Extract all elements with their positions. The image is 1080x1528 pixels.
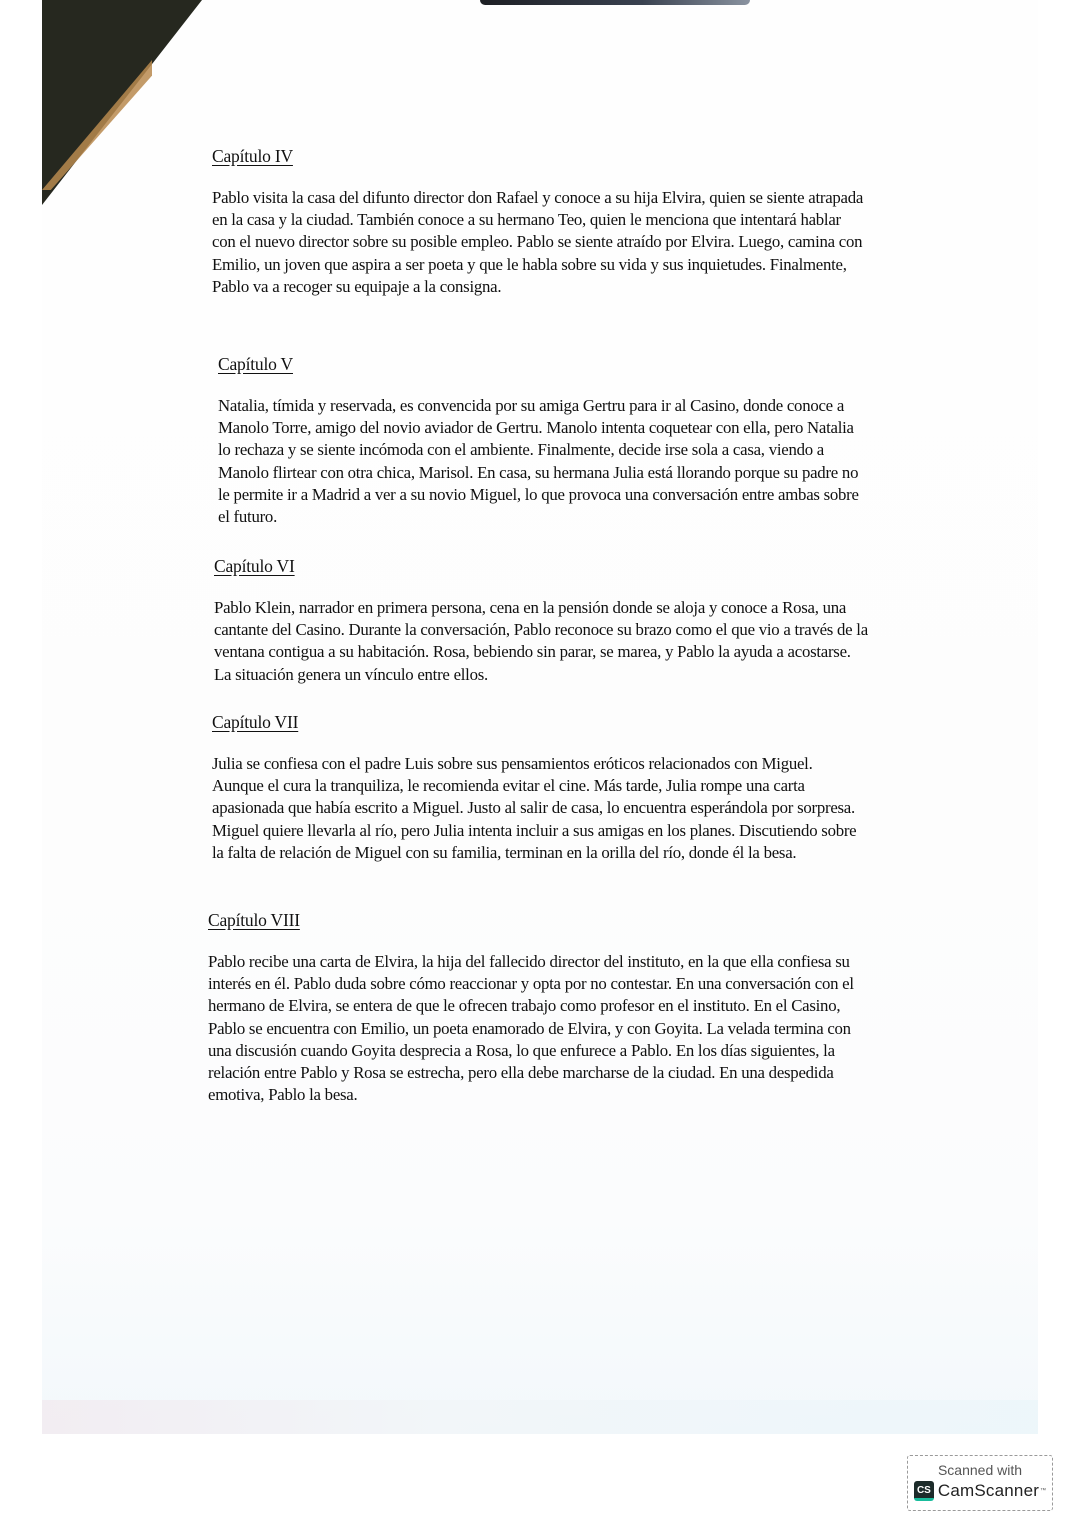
camscanner-logo-icon: CS bbox=[914, 1481, 934, 1501]
watermark-brand-row bbox=[908, 1481, 1052, 1501]
chapter-section-4 bbox=[212, 146, 867, 314]
chapter-section-6 bbox=[214, 556, 869, 702]
chapter-summary: Pablo recibe una carta de Elvira, la hija del fallecido director del instituto, en la que ella confiesa su interés en él. Pablo duda sobre cómo reaccionar y opta por no contestar. En una conversación con el hermano de Elvira, se entera de que le ofrecen trabajo como profesor en el instituto. En el Casino, Pablo se encuentra con Emilio, un poeta enamorado de Elvira, y con Goyita. La velada termina con una discusión cuando Goyita desprecia a Rosa, lo que enfurece a Pablo. En los días siguientes, la relación entre Pablo y Rosa se estrecha, pero ella debe marcharse de la ciudad. En una despedida emotiva, Pablo la besa. bbox=[208, 952, 854, 1105]
chapter-title: Capítulo V bbox=[218, 354, 293, 374]
chapter-title: Capítulo VII bbox=[212, 712, 299, 732]
chapter-title: Capítulo VIII bbox=[208, 910, 300, 930]
watermark-caption: Scanned with bbox=[937, 1462, 1023, 1478]
trademark-symbol: ™ bbox=[1040, 1488, 1047, 1494]
chapter-title: Capítulo VI bbox=[214, 556, 295, 576]
chapter-section-7 bbox=[212, 712, 867, 880]
chapter-section-8 bbox=[208, 910, 878, 1122]
chapter-summary: Julia se confiesa con el padre Luis sobre sus pensamientos eróticos relacionados con Miguel. Aunque el cura la tranquiliza, le recomienda evitar el cine. Más tarde, Julia rompe una carta apasionada que había escrito a Miguel. Justo al salir de casa, lo encuentra esperándola por sorpresa. Miguel quiere llevarla al río, pero Julia intenta incluir a sus amigas en los planes. Discutiendo sobre la falta de relación de Miguel con su familia, terminan en la orilla del río, donde él la besa. bbox=[212, 754, 857, 862]
chapter-summary: Pablo visita la casa del difunto director don Rafael y conoce a su hija Elvira, quien se siente atrapada en la casa y la ciudad. También conoce a su hermano Teo, quien le menciona que intentará hablar con el nuevo director sobre su posible empleo. Pablo se siente atraído por Elvira. Luego, camina con Emilio, un joven que aspira a ser poeta y que le habla sobre su vida y sus inquietudes. Finalmente, Pablo va a recoger su equipaje a la consigna. bbox=[212, 188, 864, 296]
bottom-edge-bleed bbox=[42, 1400, 1038, 1434]
watermark-brand-name: CamScanner bbox=[937, 1481, 1040, 1500]
chapter-title: Capítulo IV bbox=[212, 146, 293, 166]
chapter-section-5 bbox=[218, 354, 868, 544]
top-edge-shadow bbox=[480, 0, 750, 5]
camscanner-watermark bbox=[907, 1455, 1053, 1511]
chapter-summary: Pablo Klein, narrador en primera persona, cena en la pensión donde se aloja y conoce a Rosa, una cantante del Casino. Durante la conversación, Pablo reconoce su brazo como el que vio a través de la ventana contigua a su habitación. Rosa, bebiendo sin parar, se marea, y Pablo la ayuda a acostarse. La situación genera un vínculo entre ellos. bbox=[214, 598, 868, 684]
chapter-summary: Natalia, tímida y reservada, es convencida por su amiga Gertru para ir al Casino, donde conoce a Manolo Torre, amigo del novio aviador de Gertru. Manolo intenta coquetear con ella, pero Natalia lo rechaza y se siente incómoda con el ambiente. Finalmente, decide irse sola a casa, viendo a Manolo flirtear con otra chica, Marisol. En casa, su hermana Julia está llorando porque su padre no le permite ir a Madrid a ver a su novio Miguel, lo que provoca una conversación entre ambas sobre el futuro. bbox=[218, 396, 859, 527]
